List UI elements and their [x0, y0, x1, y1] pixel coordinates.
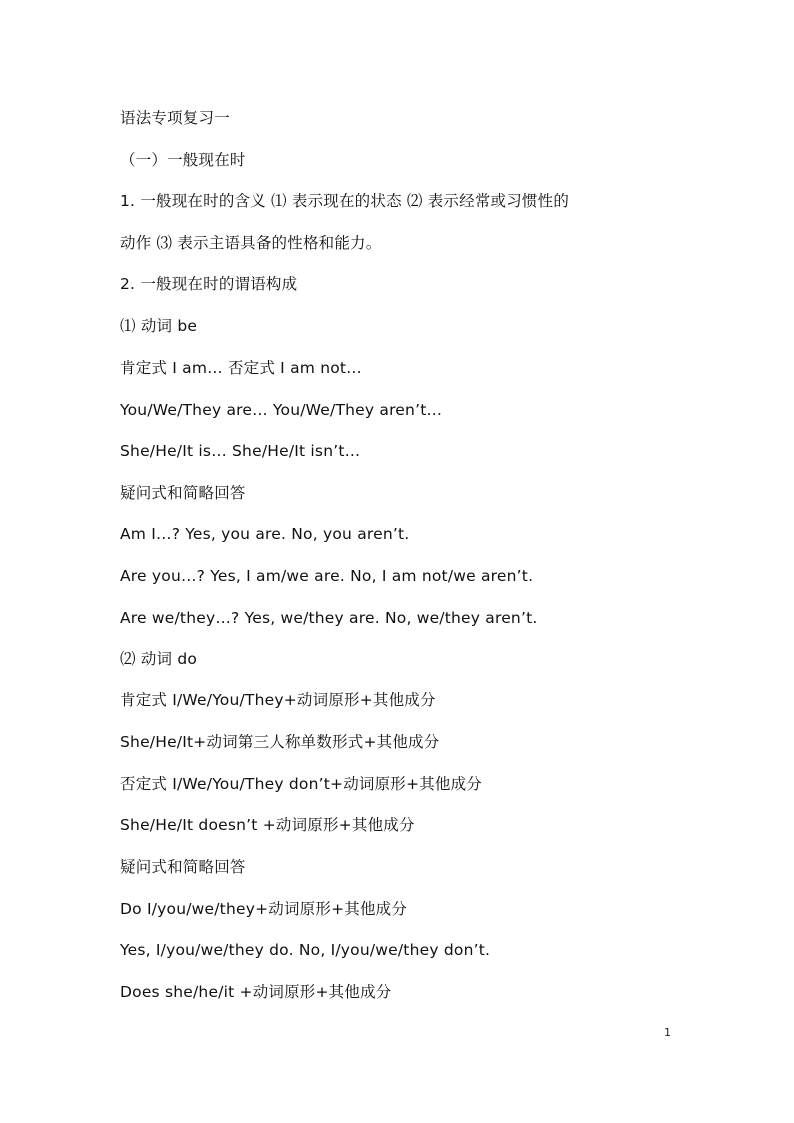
section-heading: （一）一般现在时 — [120, 151, 246, 169]
text-line: 2. 一般现在时的谓语构成 — [120, 275, 298, 293]
text-line: 疑问式和简略回答 — [120, 858, 246, 876]
text-line: She/He/It+动词第三人称单数形式+其他成分 — [120, 733, 440, 751]
text-line: 1. 一般现在时的含义 ⑴ 表示现在的状态 ⑵ 表示经常或习惯性的 — [120, 192, 570, 210]
text-line: 肯定式 I/We/You/They+动词原形+其他成分 — [120, 691, 436, 709]
text-line: ⑴ 动词 be — [120, 317, 198, 335]
text-line: Are we/they…? Yes, we/they are. No, we/they aren’t. — [120, 609, 538, 627]
text-line: She/He/It doesn’t +动词原形+其他成分 — [120, 816, 415, 834]
text-line: 肯定式 I am… 否定式 I am not… — [120, 359, 362, 377]
text-line: You/We/They are… You/We/They aren’t… — [120, 401, 443, 419]
page-number: 1 — [664, 1026, 671, 1039]
text-line: 否定式 I/We/You/They don’t+动词原形+其他成分 — [120, 775, 482, 793]
document-title: 语法专项复习一 — [120, 109, 230, 127]
text-line: 疑问式和简略回答 — [120, 484, 246, 502]
text-line: Am I…? Yes, you are. No, you aren’t. — [120, 525, 410, 543]
text-line: Does she/he/it +动词原形+其他成分 — [120, 983, 392, 1001]
text-line: She/He/It is… She/He/It isn’t… — [120, 442, 361, 460]
text-line: ⑵ 动词 do — [120, 650, 198, 668]
text-line: Do I/you/we/they+动词原形+其他成分 — [120, 900, 408, 918]
text-line: 动作 ⑶ 表示主语具备的性格和能力。 — [120, 234, 382, 252]
text-line: Yes, I/you/we/they do. No, I/you/we/they don’t. — [120, 941, 491, 959]
text-line: Are you…? Yes, I am/we are. No, I am not/we aren’t. — [120, 567, 534, 585]
